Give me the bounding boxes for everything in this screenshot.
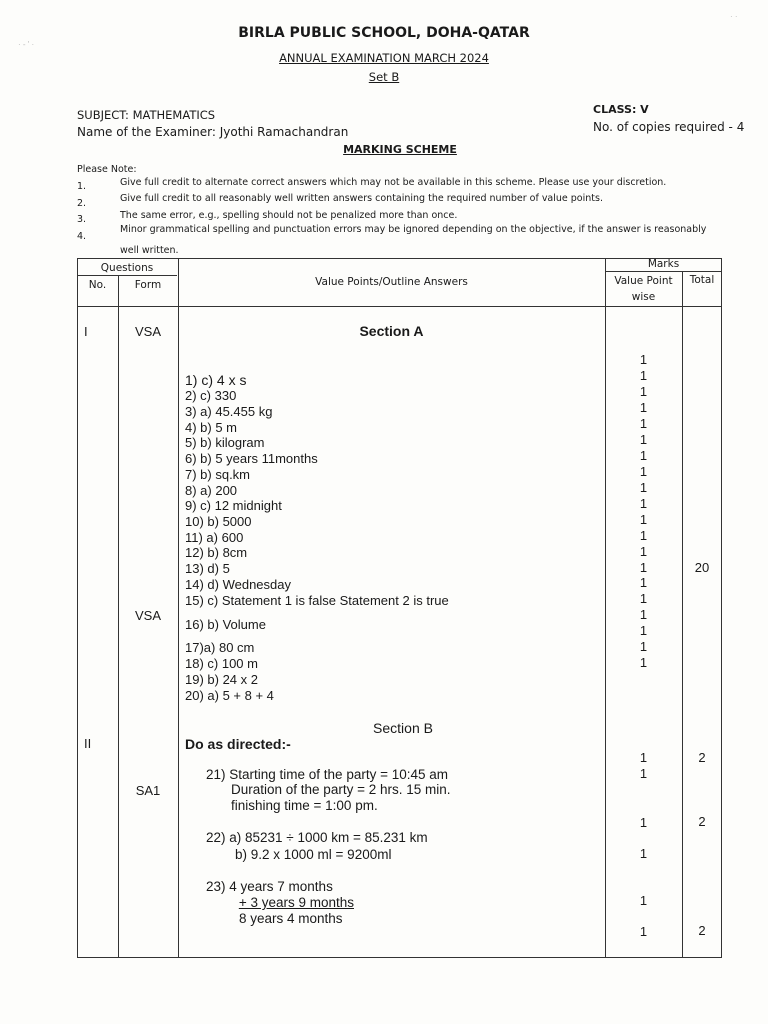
section-a-number: I [84,324,88,339]
section-b-title: Section B [373,720,433,736]
subject: SUBJECT: MATHEMATICS [77,108,216,122]
set-label: Set B [368,70,400,84]
total: 2 [698,923,706,938]
q23-line: 23) 4 years 7 months [206,879,333,894]
total: 2 [698,814,706,829]
answer-item: 1) c) 4 x s [185,372,247,388]
mark: 1 [639,560,648,575]
note-num: 4. [77,231,87,242]
mark: 1 [639,400,648,415]
note-text: The same error, e.g., spelling should not be penalized more than once. [120,210,458,221]
mark: 1 [639,623,648,638]
answer-item: 4) b) 5 m [185,420,238,435]
answer-item: 15) c) Statement 1 is false Statement 2 is true [185,593,449,608]
note-num: 3. [77,214,87,225]
total: 2 [698,750,706,765]
mark: 1 [639,384,648,399]
answer-item: 8) a) 200 [185,483,238,498]
answer-item: 17)a) 80 cm [185,640,255,655]
section-b-directive: Do as directed:- [185,736,291,752]
mark: 1 [639,655,648,670]
answer-item: 2) c) 330 [185,388,237,403]
wise-header: wise [631,291,656,303]
answer-item: 18) c) 100 m [185,656,258,671]
answer-item: 10) b) 5000 [185,514,252,529]
q22-line: b) 9.2 x 1000 ml = 9200ml [235,847,392,862]
marks-header: Marks [647,258,680,270]
school-name: BIRLA PUBLIC SCHOOL, DOHA-QATAR [238,25,530,41]
exam-title: ANNUAL EXAMINATION MARCH 2024 [279,51,489,65]
note-text: well written. [120,245,179,256]
mark: 1 [639,464,648,479]
answer-item: 14) d) Wednesday [185,577,291,592]
section-b-form: SA1 [135,783,161,798]
note-num: 2. [77,198,87,209]
section-a-form-2: VSA [134,608,161,623]
no-header: No. [88,279,107,291]
q23-line: 8 years 4 months [239,911,343,926]
mark: 1 [639,924,648,939]
answer-item: 9) c) 12 midnight [185,498,282,513]
mark: 1 [639,639,648,654]
mark: 1 [639,352,648,367]
questions-header: Questions [100,262,154,274]
mark: 1 [639,815,648,830]
note-text: Give full credit to all reasonably well written answers containing the required number of value points. [120,193,603,204]
q21-line: 21) Starting time of the party = 10:45 am [206,767,449,782]
form-header: Form [134,279,162,291]
note-num: 1. [77,181,87,192]
mark: 1 [639,432,648,447]
section-b-number: II [84,736,92,751]
mark: 1 [639,480,648,495]
examiner: Name of the Examiner: Jyothi Ramachandran [77,125,349,139]
value-points-header: Value Points/Outline Answers [315,276,468,288]
note-text: Give full credit to alternate correct answers which may not be available in this scheme. Please use your discretion. [120,177,667,188]
q22-line: 22) a) 85231 ÷ 1000 km = 85.231 km [206,830,428,845]
answer-item: 12) b) 8cm [185,545,248,560]
mark: 1 [639,575,648,590]
answer-item: 13) d) 5 [185,561,230,576]
mark: 1 [639,846,648,861]
section-a-total: 20 [694,560,710,575]
answer-item: 19) b) 24 x 2 [185,672,258,687]
mark: 1 [639,893,648,908]
mark: 1 [639,591,648,606]
class: CLASS: V [593,103,649,116]
section-a-form: VSA [134,324,161,339]
marking-scheme-title: MARKING SCHEME [343,143,457,156]
answer-item: 5) b) kilogram [185,435,265,450]
total-header: Total [689,274,715,286]
mark: 1 [639,448,648,463]
notes-heading: Please Note: [77,164,137,175]
mark: 1 [639,496,648,511]
section-a-title: Section A [359,323,424,339]
copies-required: No. of copies required - 4 [593,120,745,134]
mark: 1 [639,512,648,527]
value-point-header: Value Point [614,275,673,287]
mark: 1 [639,416,648,431]
mark: 1 [639,607,648,622]
mark: 1 [639,528,648,543]
mark: 1 [639,750,648,765]
answer-item: 16) b) Volume [185,617,266,632]
q21-line: Duration of the party = 2 hrs. 15 min. [231,782,451,797]
answer-item: 7) b) sq.km [185,467,251,482]
answer-item: 11) a) 600 [185,530,244,545]
answer-item: 20) a) 5 + 8 + 4 [185,688,274,703]
note-text: Minor grammatical spelling and punctuation errors may be ignored depending on the objective, if the answer is reasonably [120,224,707,235]
q21-line: finishing time = 1:00 pm. [231,798,378,813]
mark: 1 [639,368,648,383]
q23-line: + 3 years 9 months [238,895,354,910]
answer-item: 6) b) 5 years 11months [185,451,318,466]
mark: 1 [639,766,648,781]
answer-item: 3) a) 45.455 kg [185,404,273,419]
mark: 1 [639,544,648,559]
